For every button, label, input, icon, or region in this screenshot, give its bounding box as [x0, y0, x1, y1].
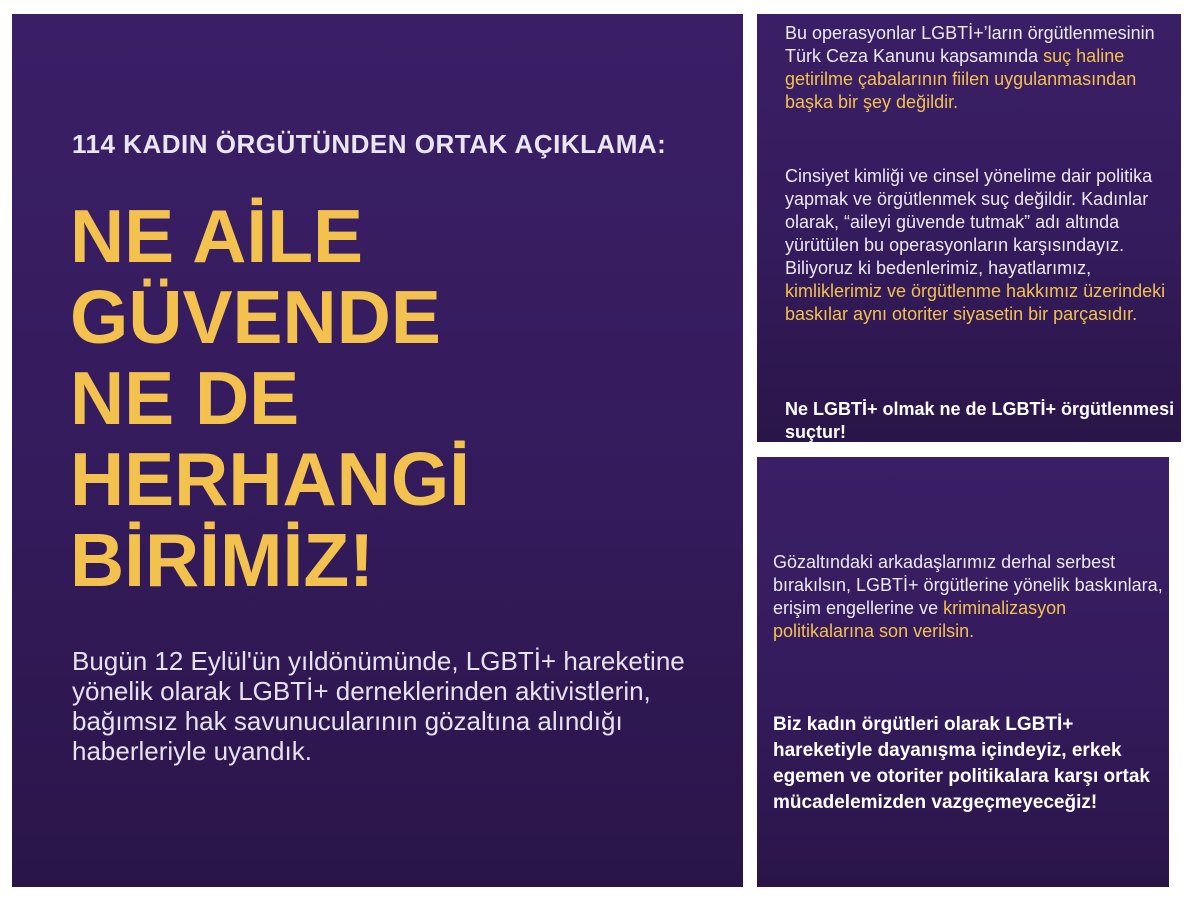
release-demand-text: Gözaltındaki arkadaşlarımız derhal serbest bırakılsın, LGBTİ+ örgütlerine yönelik baskınlara, erişim engellerine ve — [773, 552, 1163, 618]
identity-text: Cinsiyet kimliği ve cinsel yönelime dair politika yapmak ve örgütlenmek suç değildir. Kadınlar olarak, “aileyi güvende tutmak” adı altında yürütülen bu operasyonların karşısındayız. Biliyoruz ki bedenlerimiz, hayatlarımız, — [785, 166, 1153, 278]
release-demand-highlight: kriminalizasyon politikalarına son verilsin. — [773, 598, 1067, 641]
intro-paragraph: Bugün 12 Eylül'ün yıldönümünde, LGBTİ+ hareketine yönelik olarak LGBTİ+ derneklerinden aktivistlerin, bağımsız hak savunucularının gözaltına alındığı haberleriyle uyandık. — [72, 646, 685, 766]
headline-line-1: NE AİLE — [70, 194, 364, 278]
operations-paragraph — [785, 22, 1175, 114]
operations-panel — [757, 14, 1181, 442]
operations-text: Bu operasyonlar LGBTİ+’ların örgütlenmesinin Türk Ceza Kanunu kapsamında — [785, 23, 1155, 66]
headline-line-4: HERHANGİ — [70, 437, 471, 521]
solidarity-statement: Biz kadın örgütleri olarak LGBTİ+ hareketiyle dayanışma içindeyiz, erkek egemen ve otoriter politikalara karşı ortak mücadelemizden vazgeçmeyeceğiz! — [773, 714, 1150, 813]
operations-highlight: suç haline getirilme çabalarının fiilen uygulanmasından başka bir şey değildir. — [785, 46, 1137, 112]
headline — [70, 196, 470, 601]
main-statement-panel — [12, 14, 743, 887]
statement-heading: 114 KADIN ÖRGÜTÜNDEN ORTAK AÇIKLAMA: — [72, 129, 667, 159]
headline-line-3: NE DE — [70, 356, 300, 440]
not-a-crime-statement: Ne LGBTİ+ olmak ne de LGBTİ+ örgütlenmesi suçtur! — [785, 399, 1175, 442]
identity-paragraph — [785, 165, 1175, 326]
identity-highlight: kimliklerimiz ve örgütlenme hakkımız üzerindeki baskılar aynı otoriter siyasetin bir parçasıdır. — [785, 281, 1166, 324]
release-demand-paragraph — [773, 551, 1163, 643]
demands-panel — [757, 457, 1169, 887]
headline-line-2: GÜVENDE — [70, 275, 441, 359]
headline-line-5: BİRİMİZ! — [70, 518, 375, 602]
